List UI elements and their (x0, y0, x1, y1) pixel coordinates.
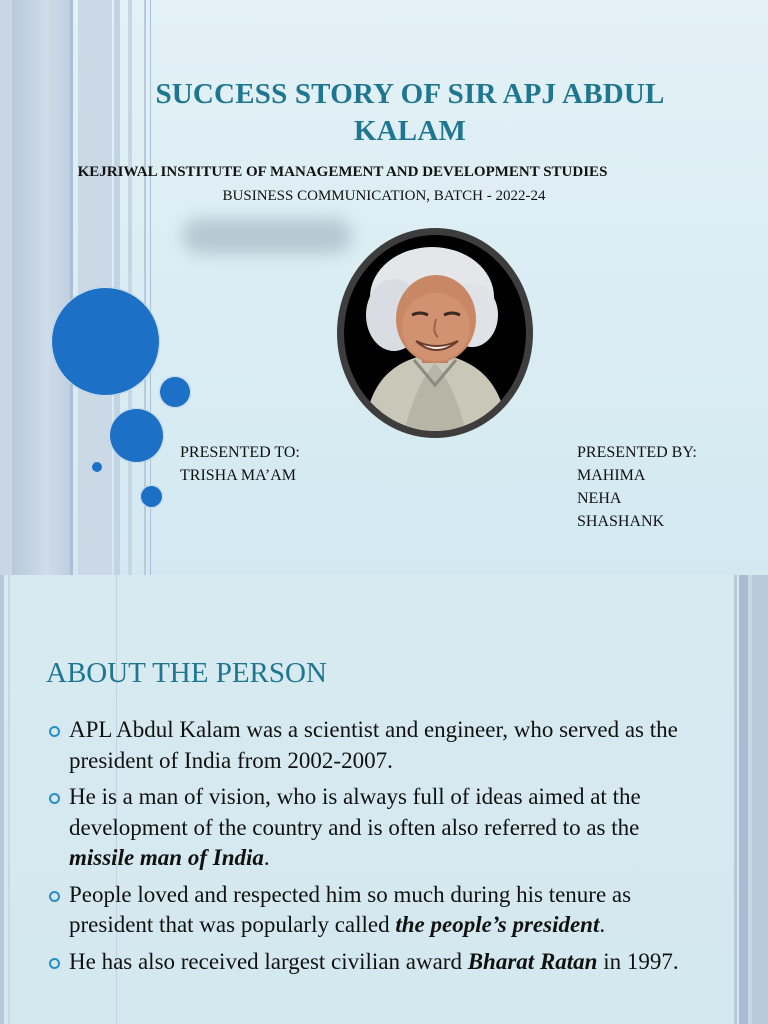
blurred-shape (182, 218, 352, 254)
bullet-circle-icon (49, 793, 60, 804)
decorative-stripe (70, 0, 73, 575)
bullet-circle-icon (49, 958, 60, 969)
bullet-text: People loved and respected him so much during his tenure as president that was popularly called (69, 881, 632, 937)
course-info: BUSINESS COMMUNICATION, BATCH - 2022-24 (222, 188, 546, 204)
bullet-text-end: . (263, 845, 270, 870)
bullet-text-end: in 1997. (597, 948, 679, 974)
presenter-name: MAHIMA (577, 467, 646, 484)
presented-to-label: PRESENTED TO: (180, 444, 300, 461)
bullet-text: He has also received largest civilian award (69, 948, 468, 974)
bullet-item (46, 715, 686, 776)
presenter-name: SHASHANK (577, 513, 665, 530)
decorative-circle-large (51, 287, 160, 396)
decorative-stripe (752, 575, 768, 1024)
decorative-stripe (739, 575, 748, 1024)
about-slide (0, 575, 768, 1024)
institute-name: KEJRIWAL INSTITUTE OF MANAGEMENT AND DEVELOPMENT STUDIES (77, 164, 608, 180)
decorative-circle (91, 461, 103, 473)
portrait-illustration (344, 235, 526, 431)
bullet-circle-icon (49, 726, 60, 737)
decorative-stripe (0, 0, 12, 575)
bullet-item (46, 782, 686, 874)
bullet-text: APL Abdul Kalam was a scientist and engineer, who served as the president of India from 2002-2007. (69, 717, 678, 773)
bullet-item (46, 880, 686, 941)
section-heading: ABOUT THE PERSON (46, 657, 327, 689)
bullet-circle-icon (49, 891, 60, 902)
bullet-text: He is a man of vision, who is always full of ideas aimed at the development of the country and is often also referred to as the (69, 784, 641, 840)
bullet-emphasis: the people’s president (395, 912, 600, 937)
decorative-circle (159, 376, 191, 408)
decorative-stripe (0, 575, 4, 1024)
decorative-stripe (12, 0, 70, 575)
bullet-text-end: . (599, 912, 606, 937)
presented-by-block (577, 441, 697, 533)
slide-title: SUCCESS STORY OF SIR APJ ABDUL KALAM (155, 78, 665, 147)
decorative-circle (109, 408, 164, 463)
presented-by-label: PRESENTED BY: (577, 444, 697, 461)
bullet-emphasis: Bharat Ratan (467, 948, 598, 974)
bullet-list (46, 715, 686, 983)
decorative-stripe (734, 575, 737, 1024)
bullet-emphasis: missile man of India (69, 845, 264, 870)
portrait-image (337, 228, 533, 438)
presented-to-block (180, 441, 300, 487)
presented-to-name: TRISHA MA’AM (180, 467, 297, 484)
decorative-stripe (8, 575, 10, 1024)
decorative-circle (140, 485, 163, 508)
presenter-name: NEHA (577, 490, 622, 507)
bullet-item (46, 947, 686, 978)
